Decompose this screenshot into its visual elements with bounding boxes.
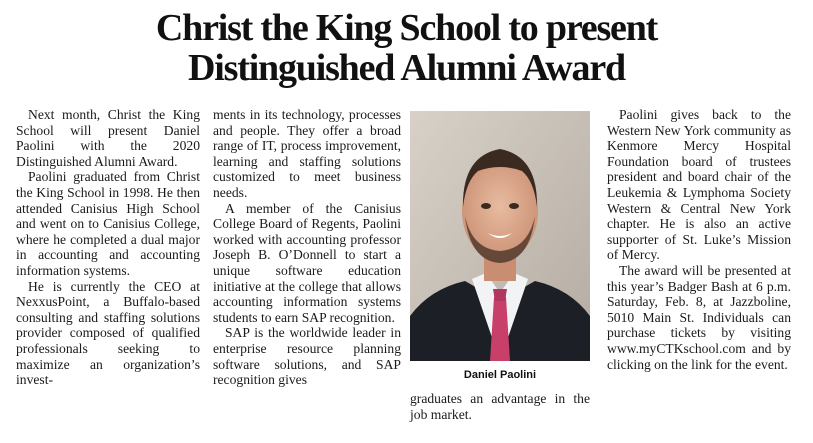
photo-caption: Daniel Paolini <box>463 369 537 381</box>
portrait-illustration <box>410 111 590 361</box>
paragraph: He is currently the CEO at NexxusPoint, a Buffalo-based consulting and staffing solutions provider composed of qualified professionals seeking to maximize an organization’s invest- <box>16 278 200 388</box>
paragraph-continued: ments in its technology, processes and people. They offer a broad range of IT, process improvement, learning and staffing solutions customized to meet business needs. <box>213 107 401 200</box>
paragraph: The award will be presented at this year’s Badger Bash at 6 p.m. Saturday, Feb. 8, at Jazzboline, 5010 Main St. Individuals can purchase tickets by visiting www.myCTKschool.com and by clicking on the link for the event. <box>607 262 791 372</box>
column-1 <box>16 107 200 388</box>
paragraph: Paolini graduated from Christ the King School in 1998. He then attended Canisius High School and went on to Canisius College, where he completed a dual major in accounting and accounting information systems. <box>16 169 200 278</box>
paragraph: Paolini gives back to the Western New York community as Kenmore Mercy Hospital Foundation board of trustees president and board chair of the Leukemia & Lymphoma Society Western & Central New York chapter. He is also an active supporter of St. Luke’s Mission of Mercy. <box>607 107 791 263</box>
paragraph: A member of the Canisius College Board of Regents, Paolini worked with accounting professor Joseph B. O’Donnell to start a unique software education initiative at the college that allows accounting information systems students to earn SAP recognition. <box>213 200 401 325</box>
headline <box>0 8 813 88</box>
column-3-continued: graduates an advantage in the job market. <box>410 391 590 422</box>
paragraph: Next month, Christ the King School will present Daniel Paolini with the 2020 Distinguished Alumni Award. <box>16 107 200 169</box>
headline-line-2: Distinguished Alumni Award <box>188 47 625 89</box>
headline-line-1: Christ the King School to present <box>155 7 658 49</box>
paragraph: SAP is the worldwide leader in enterprise resource planning software solutions, and SAP recognition gives <box>213 325 401 388</box>
column-4 <box>607 107 791 372</box>
column-2 <box>213 107 401 388</box>
portrait-photo <box>410 111 590 361</box>
